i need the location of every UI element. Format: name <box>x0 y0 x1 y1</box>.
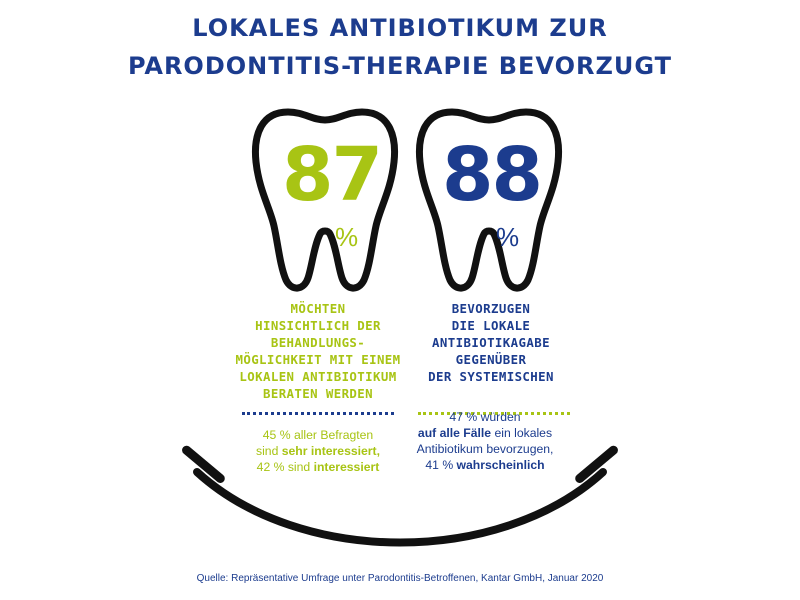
left-detail-text <box>233 427 403 475</box>
right-headline-line: BEVORZUGEN <box>451 301 531 316</box>
left-headline-line: MÖGLICHKEIT MIT EINEM <box>235 352 401 367</box>
right-detail-line-4 <box>400 457 570 473</box>
right-detail-text-bold: auf alle Fälle <box>417 426 492 440</box>
left-headline <box>233 300 403 402</box>
left-detail-text-bold: sehr interessiert, <box>281 444 380 458</box>
right-headline-line: DIE LOKALE <box>451 318 531 333</box>
left-percent-sign: % <box>335 222 359 252</box>
left-detail-line-1: 45 % aller Befragten <box>262 428 374 442</box>
right-headline-line: GEGENÜBER <box>455 352 527 367</box>
right-detail-text-regular: ein lokales <box>491 426 553 440</box>
right-headline-line: ANTIBIOTIKAGABE <box>432 335 550 350</box>
source-note: Quelle: Repräsentative Umfrage unter Parodontitis-Betroffenen, Kantar GmbH, Januar 2020 <box>196 573 604 584</box>
left-headline-line: LOKALEN ANTIBIOTIKUM <box>239 369 397 384</box>
right-percentage-number: 88 <box>442 132 541 218</box>
left-detail-text-regular: 42 % sind <box>256 460 314 474</box>
left-detail-text-bold: interessiert <box>313 460 380 474</box>
title-line-2: PARODONTITIS-THERAPIE BEVORZUGT <box>127 52 672 80</box>
left-headline-line: MÖCHTEN <box>290 301 346 316</box>
left-headline-line: BEHANDLUNGS- <box>270 335 366 350</box>
left-headline-line: HINSICHTLICH DER <box>255 318 381 333</box>
left-dotted-divider <box>242 412 394 415</box>
title-line-1: LOKALES ANTIBIOTIKUM ZUR <box>192 14 608 42</box>
right-detail-line-2 <box>400 425 570 441</box>
right-detail-text-regular: 41 % <box>425 458 457 472</box>
right-headline-line: DER SYSTEMISCHEN <box>428 369 554 384</box>
left-detail-line-3 <box>233 459 403 475</box>
left-detail-line-2 <box>233 443 403 459</box>
right-detail-text <box>400 409 570 473</box>
left-detail-text-regular: sind <box>256 444 282 458</box>
right-detail-text-bold: wahrscheinlich <box>456 458 545 472</box>
left-percentage-number: 87 <box>282 132 381 218</box>
right-headline <box>406 300 576 385</box>
right-detail-line-1: 47 % würden <box>449 410 521 424</box>
left-headline-line: BERATEN WERDEN <box>262 386 374 401</box>
right-detail-line-3: Antibiotikum bevorzugen, <box>416 442 554 456</box>
right-percent-sign: % <box>496 222 520 252</box>
